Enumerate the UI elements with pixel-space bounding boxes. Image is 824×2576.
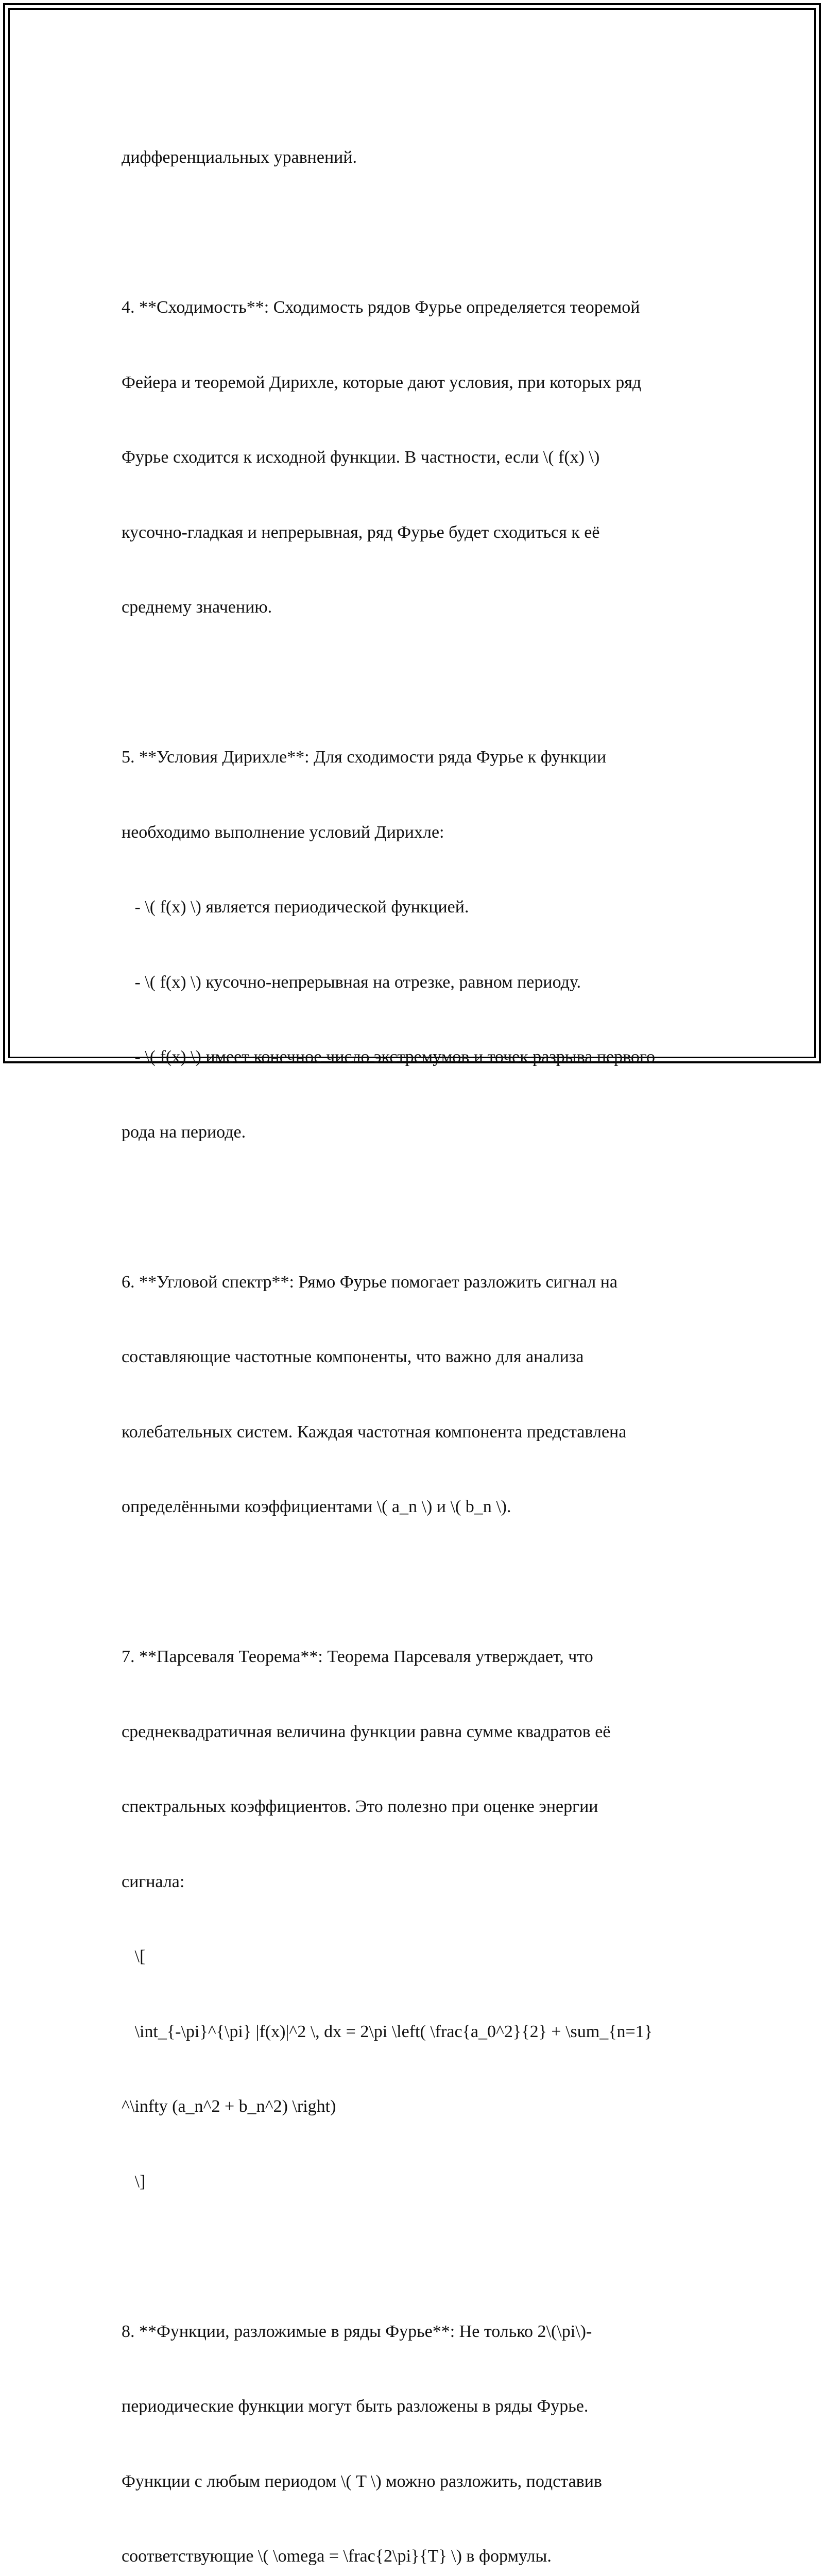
text-line: - \( f(x) \) является периодической функцией. (122, 897, 469, 917)
blank-line (122, 2244, 703, 2269)
text-line: 4. **Сходимость**: Сходимость рядов Фурье определяется теоремой (122, 298, 640, 317)
text-line: сигнала: (122, 1872, 185, 1891)
text-line: рода на периоде. (122, 1122, 246, 1142)
formula-line: \int_{-\pi}^{\pi} |f(x)|^2 \, dx = 2\pi \left( \frac{a_0^2}{2} + \sum_{n=1} (122, 2022, 653, 2041)
text-line: Фурье сходится к исходной функции. В частности, если \( f(x) \) (122, 448, 600, 467)
text-line: 5. **Условия Дирихле**: Для сходимости ряда Фурье к функции (122, 748, 607, 767)
text-line: соответствующие \( \omega = \frac{2\pi}{T} \) в формулы. (122, 2547, 552, 2566)
blank-line (122, 1570, 703, 1595)
text-line: среднему значению. (122, 598, 272, 617)
text-line: спектральных коэффициентов. Это полезно при оценке энергии (122, 1797, 598, 1816)
text-line: дифференциальных уравнений. (122, 148, 357, 167)
text-line: 7. **Парсеваля Теорема**: Теорема Парсеваля утверждает, что (122, 1647, 593, 1666)
blank-line (122, 670, 703, 696)
formula-line: ^\infty (a_n^2 + b_n^2) \right) (122, 2097, 336, 2116)
text-line: среднеквадратичная величина функции равна сумме квадратов её (122, 1722, 611, 1741)
text-line: необходимо выполнение условий Дирихле: (122, 822, 444, 842)
text-line: кусочно-гладкая и непрерывная, ряд Фурье будет сходиться к её (122, 522, 600, 542)
formula-line: \[ (122, 1947, 146, 1966)
text-line: периодические функции могут быть разложены в ряды Фурье. (122, 2397, 589, 2416)
text-line: определёнными коэффициентами \( a_n \) и \( b_n \). (122, 1497, 511, 1516)
blank-line (122, 1195, 703, 1220)
blank-line (122, 221, 703, 246)
text-line: 6. **Угловой спектр**: Рямо Фурье помогает разложить сигнал на (122, 1272, 617, 1292)
text-line: - \( f(x) \) имеет конечное число экстремумов и точек разрыва первого (122, 1047, 656, 1066)
text-line: составляющие частотные компоненты, что важно для анализа (122, 1347, 584, 1366)
text-line: Фейера и теоремой Дирихле, которые дают условия, при которых ряд (122, 372, 642, 392)
text-line: - \( f(x) \) кусочно-непрерывная на отрезке, равном периоду. (122, 972, 581, 992)
text-line: колебательных систем. Каждая частотная компонента представлена (122, 1422, 627, 1442)
document-body (122, 95, 703, 2576)
text-line: Функции с любым периодом \( T \) можно разложить, подставив (122, 2471, 602, 2491)
formula-line: \] (122, 2172, 146, 2191)
text-line: 8. **Функции, разложимые в ряды Фурье**: Не только 2\(\pi\)- (122, 2321, 592, 2341)
